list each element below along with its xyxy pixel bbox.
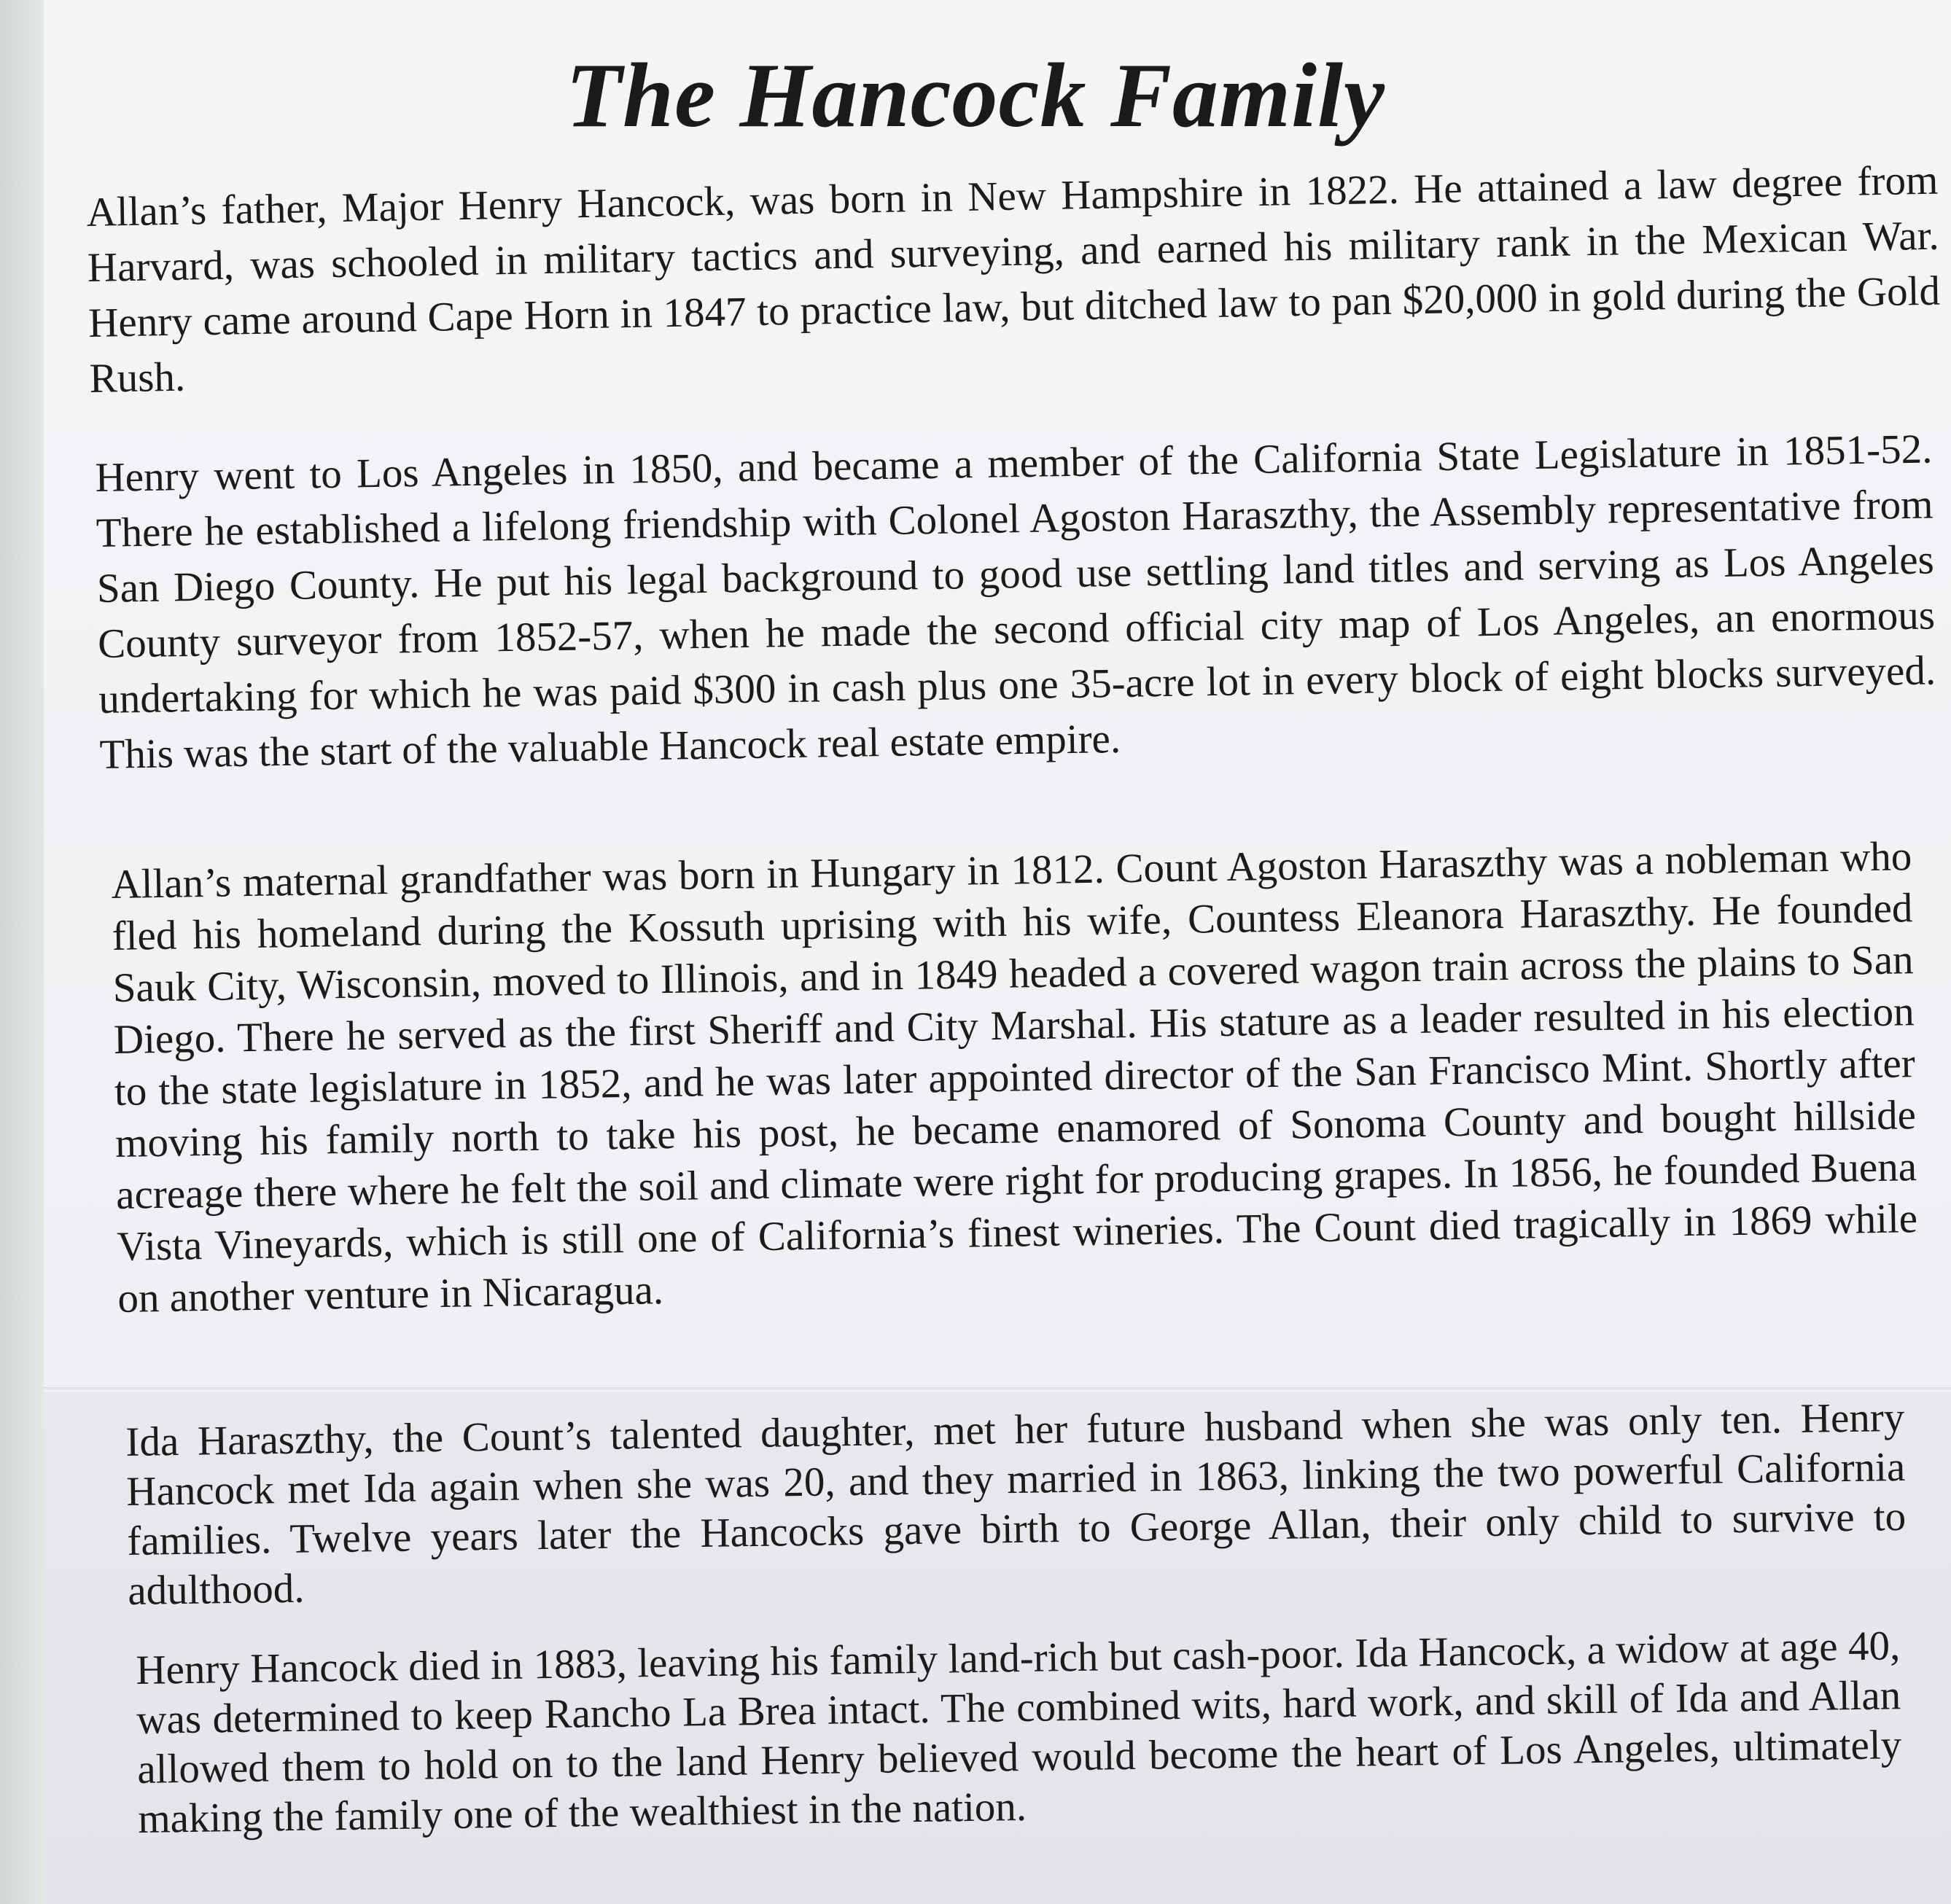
paragraph-count-haraszthy: Allan’s maternal grandfather was born in Hungary in 1812. Count Agoston Haraszthy was a nobleman who fled his homeland during the Kossuth uprising with his wife, Countess Eleanora Haraszthy. He founded Sauk City, Wisconsin, moved to Illinois, and in 1849 headed a covered wagon train across the plains to San Diego. There he served as the first Sheriff and City Marshal. His stature as a leader resulted in his election to the state legislature in 1852, and he was later appointed director of the San Francisco Mint. Shortly after moving his family north to take his post, he became enamored of Sonoma County and bought hillside acreage there where he felt the soil and climate were right for producing grapes. In 1856, he founded Buena Vista Vineyards, which is still one of California’s finest wineries. The Count died tragically in 1869 while on another venture in Nicaragua. [111, 833, 1918, 1322]
paragraph-henry-los-angeles: Henry went to Los Angeles in 1850, and became a member of the California State Legislature in 1851-52. There he established a lifelong friendship with Colonel Agoston Haraszthy, the Assembly representative from San Diego County. He put his legal background to good use settling land titles and serving as Los Angeles County surveyor from 1852-57, when he made the second official city map of Los Angeles, an enormous undertaking for which he was paid $300 in cash plus one 35-acre lot in every block of eight blocks surveyed. This was the start of the valuable Hancock real estate empire. [95, 426, 1936, 778]
page-title: The Hancock Family [566, 45, 1385, 147]
paragraph-henry-death: Henry Hancock died in 1883, leaving his family land-rich but cash-poor. Ida Hancock, a widow at age 40, was determined to keep Rancho La Brea intact. The combined wits, hard work, and skill of Ida and Allan allowed them to hold on to the land Henry believed would become the heart of Los Angeles, ultimately making the family one of the wealthiest in the nation. [136, 1623, 1902, 1842]
paragraph-ida-haraszthy: Ida Haraszthy, the Count’s talented daughter, met her future husband when she was only ten. Henry Hancock met Ida again when she was 20, and they married in 1863, linking the two powerful California families. Twelve years later the Hancocks gave birth to George Allan, their only child to survive to adulthood. [125, 1394, 1907, 1614]
paragraph-henry-early-life: Allan’s father, Major Henry Hancock, was born in New Hampshire in 1822. He attained a law degree from Harvard, was schooled in military tactics and surveying, and earned his military rank in the Mexican War. Henry came around Cape Horn in 1847 to practice law, but ditched law to pan $20,000 in gold during the Gold Rush. [86, 157, 1941, 402]
